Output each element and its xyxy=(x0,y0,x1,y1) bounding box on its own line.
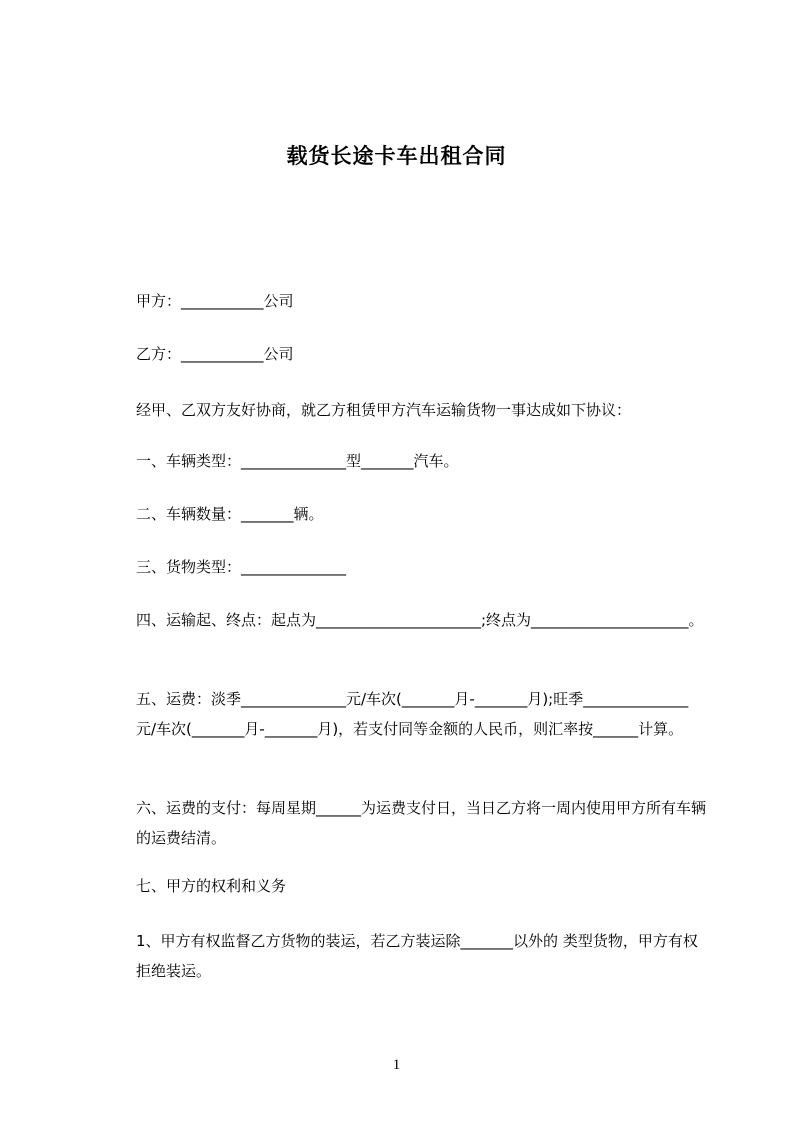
clause-payment: 六、运费的支付：每周星期______为运费支付日，当日乙方将一周内使用甲方所有车辆的运费结清。 xyxy=(136,799,707,847)
clause-rights-heading: 七、甲方的权利和义务 xyxy=(136,877,287,895)
clause-cargo-type: 三、货物类型：______________ xyxy=(136,558,347,576)
document-title: 载货长途卡车出租合同 xyxy=(286,144,507,168)
party-b-line: 乙方：___________公司 xyxy=(136,345,294,363)
clause-vehicle-count: 二、车辆数量：_______辆。 xyxy=(136,505,324,523)
clause-route: 四、运输起、终点：起点为______________________;终点为_____________________。 xyxy=(136,611,704,629)
clause-right-1: 1、甲方有权监督乙方货物的装运，若乙方装运除_______以外的 类型货物，甲方有权拒绝装运。 xyxy=(136,932,698,980)
clause-vehicle-type: 一、车辆类型：______________型_______汽车。 xyxy=(136,452,459,470)
intro-paragraph: 经甲、乙双方友好协商，就乙方租赁甲方汽车运输货物一事达成如下协议： xyxy=(136,401,632,419)
clause-fare: 五、运费：淡季______________元/车次(_______月-_______月);旺季______________元/车次(_______月-_______月)，若支付同等金额的人民币，则汇率按______计算。 xyxy=(136,690,689,738)
page-number: 1 xyxy=(392,1057,401,1073)
party-a-line: 甲方：___________公司 xyxy=(136,292,294,310)
